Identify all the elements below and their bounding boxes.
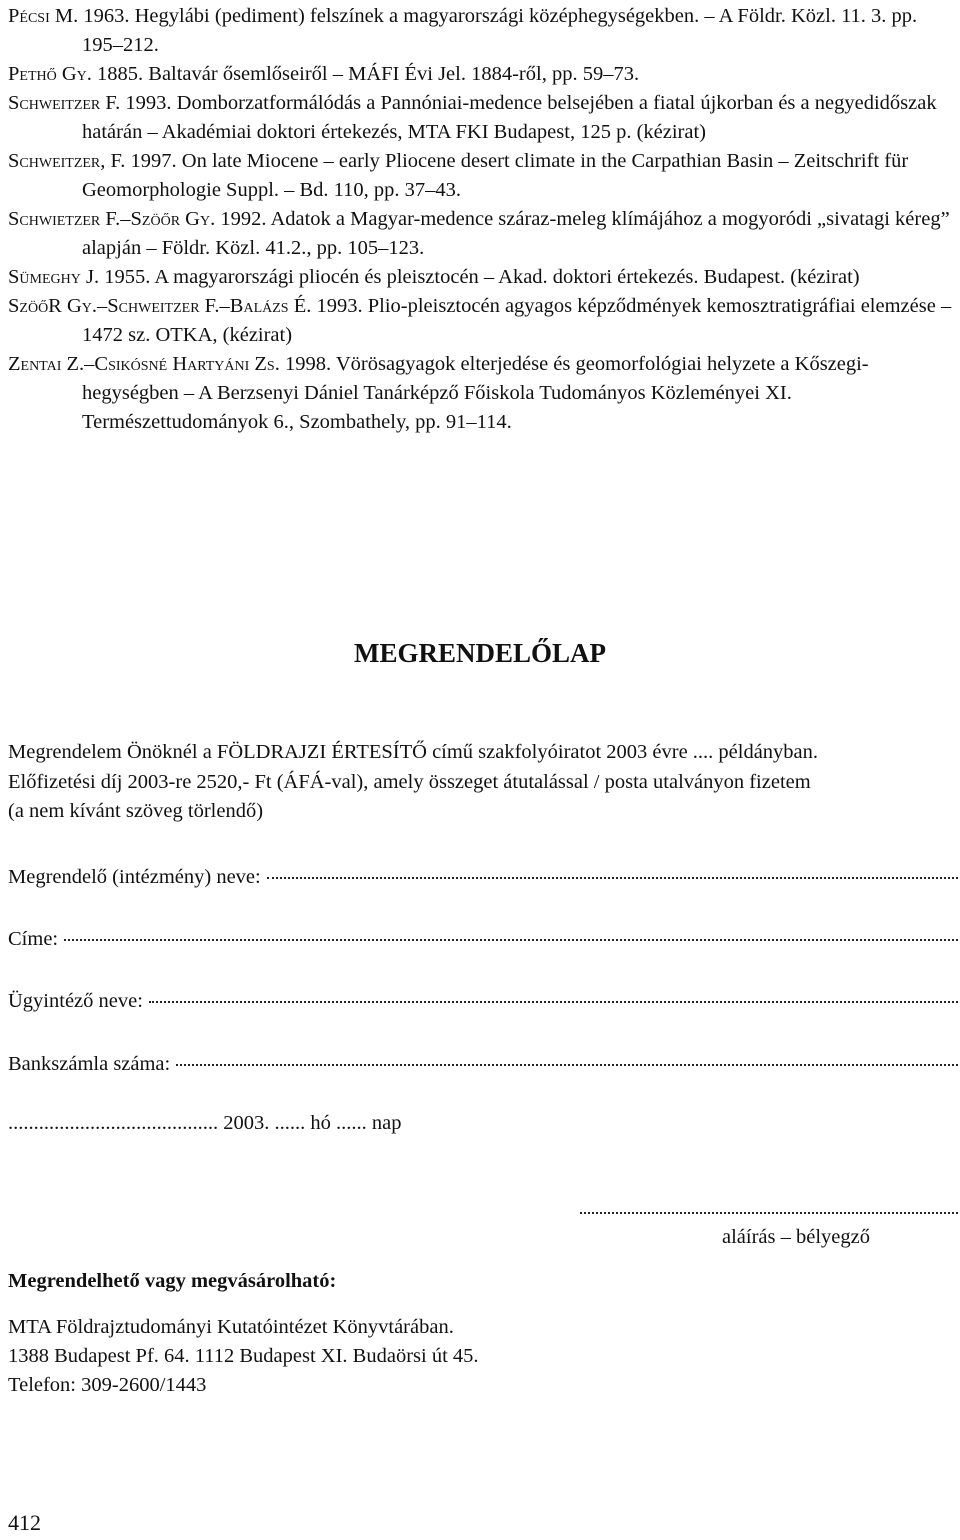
- order-statement: [8, 738, 958, 827]
- clerk-name-label: Ügyintéző neve:: [8, 990, 143, 1012]
- contact-heading: Megrendelhető vagy megvásárolható:: [8, 1270, 337, 1292]
- address-label: Címe:: [8, 928, 59, 950]
- delete-note: (a nem kívánt szöveg törlendő): [8, 800, 264, 822]
- page-number: 412: [8, 1510, 41, 1535]
- reference-author: Schweitzer, F.: [8, 150, 126, 172]
- reference-author: Sümeghy J.: [8, 266, 100, 288]
- reference-text: 1885. Baltavár ősemlőseiről – MÁFI Évi Jel. 1884-ről, pp. 59–73.: [91, 63, 640, 85]
- contact-address: 1388 Budapest Pf. 64. 1112 Budapest XI. Budaörsi út 45.: [8, 1345, 479, 1367]
- contact-phone: Telefon: 309-2600/1443: [8, 1374, 207, 1396]
- bank-account-field[interactable]: [8, 1053, 958, 1076]
- clerk-name-field[interactable]: [8, 990, 958, 1013]
- reference-author: Zentai Z.–Csikósné Hartyáni Zs.: [8, 353, 280, 375]
- contact-info: [8, 1313, 479, 1400]
- clerk-name-dotted-line[interactable]: [149, 1001, 958, 1003]
- reference-entry: [8, 147, 958, 205]
- reference-text: 1993. Domborzatformálódás a Pannóniai-medence belsejében a fiatal újkorban és a negyedidőszak határán – Akadémiai doktori értekezés, MTA FKI Budapest, 125 p. (kézirat): [82, 92, 937, 143]
- reference-author: SzöőR Gy.–Schweitzer F.–Balázs É.: [8, 295, 312, 317]
- orderer-name-field[interactable]: [8, 866, 958, 889]
- form-title: MEGRENDELŐLAP: [353, 638, 607, 668]
- address-field[interactable]: [8, 928, 958, 951]
- reference-entry: [8, 292, 958, 350]
- signature-dotted-line[interactable]: [580, 1212, 958, 1214]
- reference-author: Pethő Gy.: [8, 63, 92, 85]
- reference-text: 1998. Vörösagyagok elterjedése és geomorfológiai helyzete a Kőszegi-hegységben – A Berzsenyi Dániel Tanárképző Főiskola Tudományos Közleményei XI. Természettudományok 6., Szombathely, pp. 91–114.: [82, 353, 869, 433]
- reference-entry: [8, 2, 958, 60]
- order-line: Megrendelem Önöknél a FÖLDRAJZI ÉRTESÍTŐ című szakfolyóiratot 2003 évre .... példányban.: [8, 741, 819, 763]
- bank-account-label: Bankszámla száma:: [8, 1053, 171, 1075]
- bank-account-dotted-line[interactable]: [176, 1064, 958, 1066]
- reference-author: Schweitzer F.: [8, 92, 121, 114]
- reference-text: 1992. Adatok a Magyar-medence száraz-meleg klímájához a mogyoródi „sivatagi kéreg” alapján – Földr. Közl. 41.2., pp. 105–123.: [82, 208, 950, 259]
- signature-label: aláírás – bélyegző: [722, 1226, 870, 1248]
- reference-text: 1955. A magyarországi pliocén és pleisztocén – Akad. doktori értekezés. Budapest. (kézirat): [99, 266, 860, 288]
- contact-library: MTA Földrajztudományi Kutatóintézet Könyvtárában.: [8, 1316, 454, 1338]
- orderer-name-dotted-line[interactable]: [267, 877, 958, 879]
- reference-text: 1997. On late Miocene – early Pliocene desert climate in the Carpathian Basin – Zeitschrift für Geomorphologie Suppl. – Bd. 110, pp. 37–43.: [82, 150, 909, 201]
- fee-line: Előfizetési díj 2003-re 2520,- Ft (ÁFÁ-val), amely összeget átutalással / posta utalványon fizetem: [8, 770, 811, 793]
- reference-entry: [8, 350, 958, 437]
- reference-text: 1963. Hegylábi (pediment) felszínek a magyarországi középhegységekben. – A Földr. Közl. 11. 3. pp. 195–212.: [78, 5, 918, 56]
- reference-entry: [8, 89, 958, 147]
- reference-author: Schwietzer F.–Szöőr Gy.: [8, 208, 216, 230]
- reference-text: 1993. Plio-pleisztocén agyagos képződmények kemosztratigráfiai elemzése – 1472 sz. OTKA, (kézirat): [82, 295, 952, 346]
- reference-author: Pécsi M.: [8, 5, 79, 27]
- reference-entry: [8, 205, 958, 263]
- reference-entry: [8, 60, 958, 89]
- orderer-name-label: Megrendelő (intézmény) neve:: [8, 866, 261, 888]
- reference-entry: [8, 263, 958, 292]
- reference-list: [8, 2, 958, 437]
- date-line[interactable]: ......................................... 2003. ...... hó ...... nap: [8, 1112, 402, 1134]
- address-dotted-line[interactable]: [64, 939, 958, 941]
